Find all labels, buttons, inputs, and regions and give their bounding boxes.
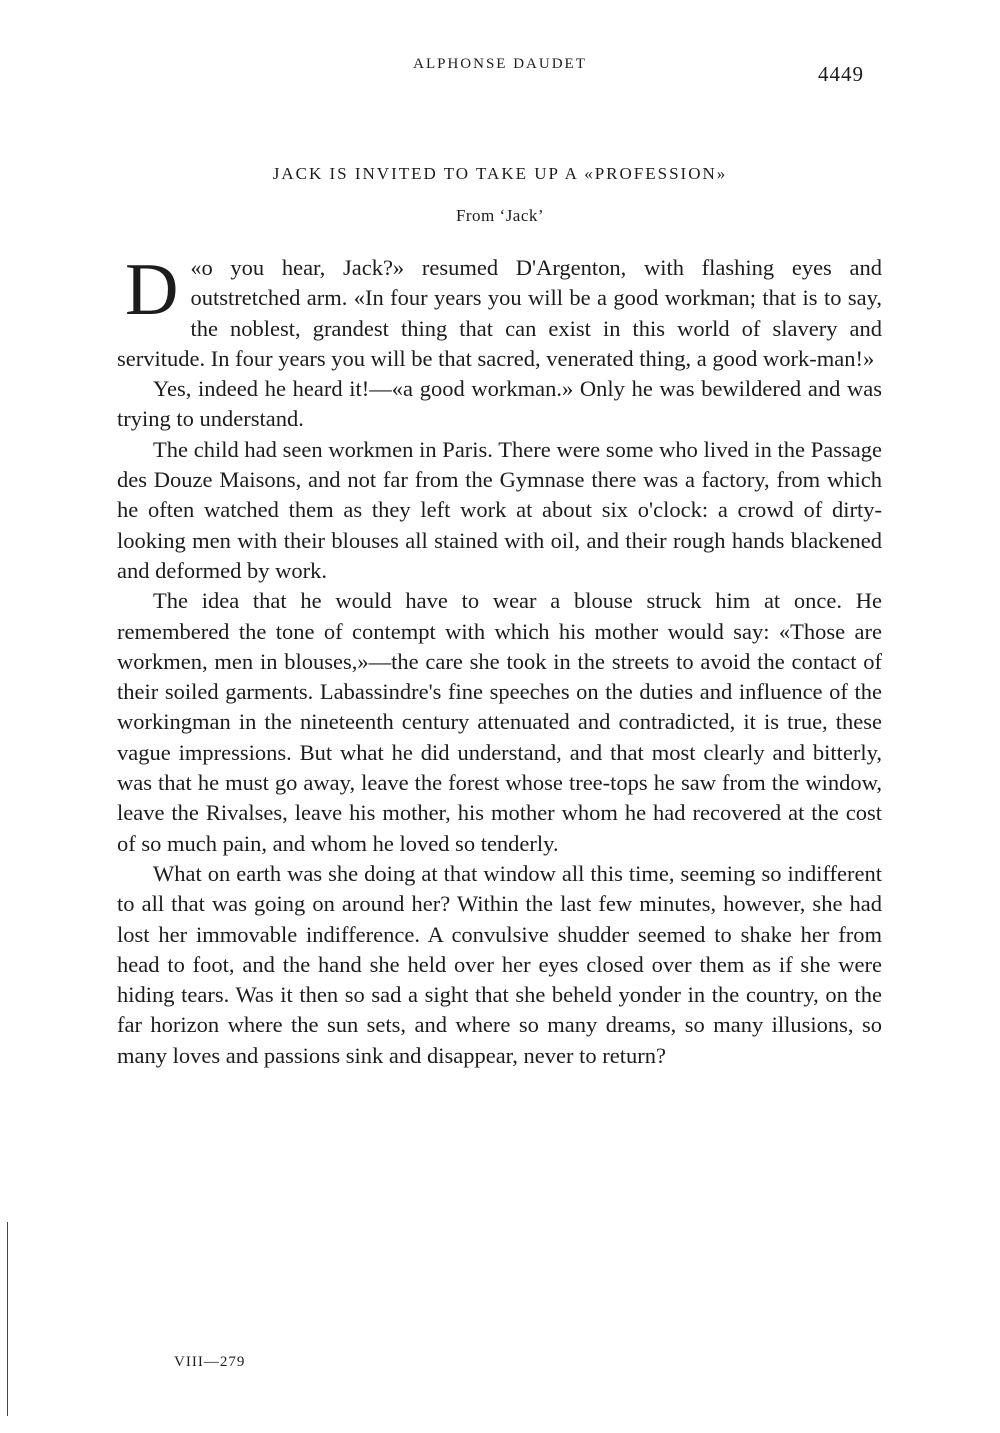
opening-quote: «: [190, 255, 202, 280]
paragraph-3: The child had seen workmen in Paris. There were some who lived in the Passage des Douze Maisons, and not far from the Gymnase there was a factory, from which he often watched them as they left work at about six o'clock: a crowd of dirty-looking men with their blouses all stained with oil, and their rough hands blackened and deformed by work.: [117, 436, 882, 583]
paragraph-1-text: o you hear, Jack?» resumed D'Argenton, with flashing eyes and outstretched arm. «In four years you will be a good workman; that is to say, the noblest, grandest thing that can exist in this world of slavery and servitude. In four years you will be that sacred, venerated thing, a good work-man!»: [117, 255, 882, 371]
body-text: [117, 249, 882, 1071]
paragraph-4: The idea that he would have to wear a blouse struck him at once. He remembered the tone of contempt with which his mother would say: «Those are workmen, men in blouses,»—the care she took in the streets to avoid the contact of their soiled garments. Labassindre's fine speeches on the duties and influence of the workingman in the nineteenth century attenuated and contradicted, it is true, these vague impressions. But what he did understand, and that most clearly and bitterly, was that he must go away, leave the forest whose tree-tops he saw from the window, leave the Rivalses, leave his mother, his mother whom he had recovered at the cost of so much pain, and whom he loved so tenderly.: [117, 588, 882, 856]
source-line: From ‘Jack’: [455, 206, 545, 225]
chapter-title: JACK IS INVITED TO TAKE UP A «PROFESSION»: [272, 164, 728, 183]
paragraph-1: [117, 249, 882, 374]
paragraph-2: Yes, indeed he heard it!—«a good workman.» Only he was bewildered and was trying to understand.: [117, 376, 882, 432]
margin-rule: [7, 1222, 8, 1416]
drop-cap: D: [125, 249, 179, 331]
paragraph-5: What on earth was she doing at that window all this time, seeming so indifferent to all that was going on around her? Within the last few minutes, however, she had lost her immovable indifference. A convulsive shudder seemed to shake her from head to foot, and the hand she held over her eyes closed over them as if she were hiding tears. Was it then so sad a sight that she beheld yonder in the country, on the far horizon where the sun sets, and where so many dreams, so many illusions, so many loves and passions sink and disappear, never to return?: [117, 860, 882, 1068]
running-head: ALPHONSE DAUDET: [413, 56, 587, 72]
signature-mark: VIII—279: [174, 1354, 246, 1370]
page-number: 4449: [818, 62, 864, 86]
